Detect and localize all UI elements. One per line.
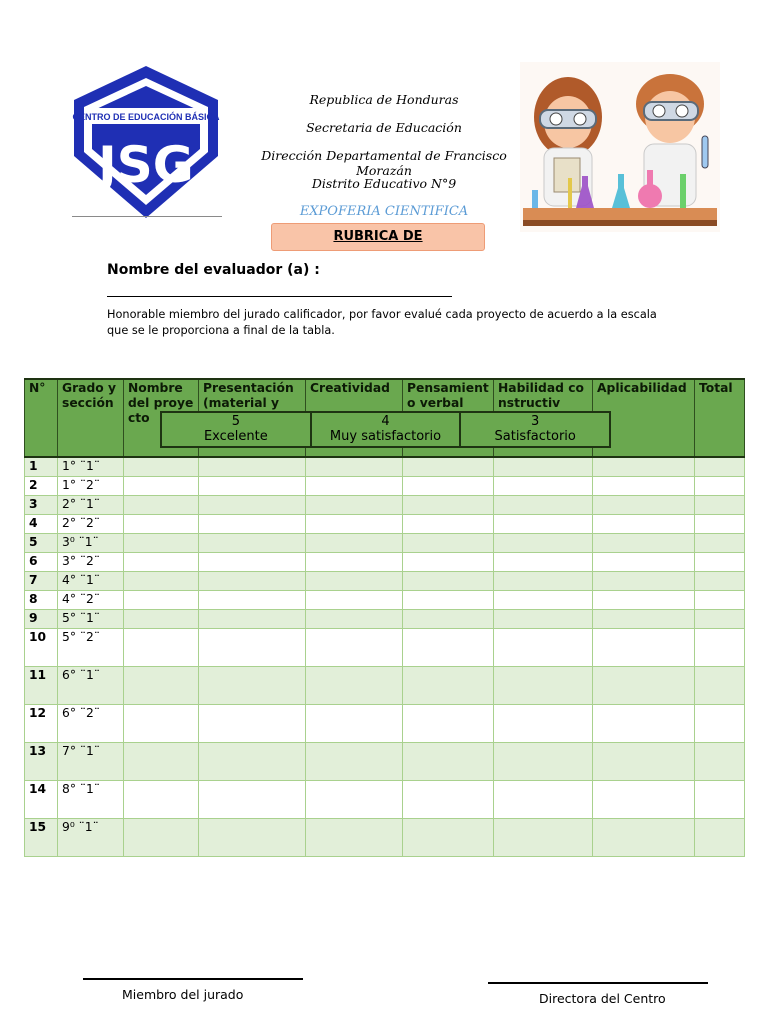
column-header: Grado y sección (58, 379, 124, 457)
ministry-line: Secretaria de Educación (306, 120, 462, 135)
column-header: N° (25, 379, 58, 457)
score-cell[interactable] (593, 495, 695, 514)
score-cell[interactable] (695, 609, 745, 628)
score-cell[interactable] (494, 571, 593, 590)
score-cell[interactable] (494, 818, 593, 856)
grade-section: 4° ¨2¨ (58, 590, 124, 609)
row-number: 9 (25, 609, 58, 628)
score-cell[interactable] (695, 628, 745, 666)
score-cell[interactable] (494, 666, 593, 704)
score-cell[interactable] (306, 514, 403, 533)
score-cell[interactable] (695, 818, 745, 856)
score-cell[interactable] (306, 590, 403, 609)
table-row (25, 457, 745, 476)
score-cell[interactable] (306, 666, 403, 704)
score-cell[interactable] (199, 533, 306, 552)
score-cell[interactable] (593, 780, 695, 818)
score-cell[interactable] (403, 704, 494, 742)
grade-section: 1° ¨1¨ (58, 457, 124, 476)
score-cell[interactable] (494, 476, 593, 495)
scale-legend (160, 411, 611, 448)
grade-section: 2° ¨1¨ (58, 495, 124, 514)
score-cell[interactable] (593, 571, 695, 590)
scale-label: Excelente (203, 429, 268, 444)
table-row (25, 590, 745, 609)
score-cell[interactable] (494, 514, 593, 533)
table-row (25, 780, 745, 818)
table-row (25, 476, 745, 495)
score-cell[interactable] (494, 552, 593, 571)
district-line: Distrito Educativo N°9 (311, 176, 457, 191)
score-cell[interactable] (593, 704, 695, 742)
score-cell[interactable] (403, 571, 494, 590)
score-cell[interactable] (199, 818, 306, 856)
score-cell[interactable] (494, 590, 593, 609)
grade-section: 6° ¨1¨ (58, 666, 124, 704)
score-cell[interactable] (593, 666, 695, 704)
grade-section: 7° ¨1¨ (58, 742, 124, 780)
jury-signature-label: Miembro del jurado (122, 987, 244, 1002)
score-cell[interactable] (306, 533, 403, 552)
grade-section: 6° ¨2¨ (58, 704, 124, 742)
scale-item (162, 413, 310, 446)
score-cell[interactable] (494, 457, 593, 476)
score-cell[interactable] (124, 457, 199, 476)
score-cell[interactable] (403, 609, 494, 628)
score-cell[interactable] (695, 780, 745, 818)
score-cell[interactable] (593, 476, 695, 495)
score-cell[interactable] (593, 590, 695, 609)
table-row (25, 742, 745, 780)
event-title: EXPOFERIA CIENTIFICA (299, 204, 469, 219)
grade-section: 9⁰ ¨1¨ (58, 818, 124, 856)
score-cell[interactable] (306, 609, 403, 628)
table-row (25, 571, 745, 590)
score-cell[interactable] (593, 552, 695, 571)
table-row (25, 628, 745, 666)
score-cell[interactable] (593, 609, 695, 628)
score-cell[interactable] (593, 533, 695, 552)
score-cell[interactable] (695, 704, 745, 742)
score-cell[interactable] (403, 476, 494, 495)
row-number: 14 (25, 780, 58, 818)
score-cell[interactable] (124, 666, 199, 704)
table-row (25, 609, 745, 628)
score-cell[interactable] (695, 552, 745, 571)
table-body (25, 457, 745, 856)
row-number: 7 (25, 571, 58, 590)
score-cell[interactable] (403, 628, 494, 666)
country-line: Republica de Honduras (309, 92, 459, 107)
score-cell[interactable] (403, 514, 494, 533)
grade-section: 4° ¨1¨ (58, 571, 124, 590)
scale-label: Satisfactorio (494, 429, 576, 444)
row-number: 3 (25, 495, 58, 514)
grade-section: 8° ¨1¨ (58, 780, 124, 818)
score-cell[interactable] (306, 552, 403, 571)
instructions-text: Honorable miembro del jurado calificador, por favor evalué cada proyecto de acuerdo a la escala que se le proporciona a final de la tabla. (107, 308, 657, 337)
row-number: 8 (25, 590, 58, 609)
score-cell[interactable] (306, 476, 403, 495)
score-cell[interactable] (199, 666, 306, 704)
score-cell[interactable] (494, 609, 593, 628)
table-row (25, 704, 745, 742)
score-cell[interactable] (199, 476, 306, 495)
scientists-illustration (520, 62, 720, 232)
score-cell[interactable] (695, 571, 745, 590)
grade-section: 5° ¨2¨ (58, 628, 124, 666)
score-cell[interactable] (695, 742, 745, 780)
score-cell[interactable] (494, 780, 593, 818)
scale-value: 4 (381, 414, 390, 429)
score-cell[interactable] (403, 552, 494, 571)
table-row (25, 552, 745, 571)
scale-label: Muy satisfactorio (329, 429, 442, 444)
score-cell[interactable] (403, 780, 494, 818)
row-number: 5 (25, 533, 58, 552)
score-cell[interactable] (306, 495, 403, 514)
score-cell[interactable] (593, 514, 695, 533)
score-cell[interactable] (403, 818, 494, 856)
grade-section: 1° ¨2¨ (58, 476, 124, 495)
logo-underline (72, 216, 222, 217)
logo-ribbon-text: CENTRO DE EDUCACIÓN BÁSICA (72, 112, 220, 122)
column-header: Total (695, 379, 745, 457)
score-cell[interactable] (494, 628, 593, 666)
score-cell[interactable] (199, 704, 306, 742)
row-number: 10 (25, 628, 58, 666)
row-number: 12 (25, 704, 58, 742)
score-cell[interactable] (124, 495, 199, 514)
score-cell[interactable] (306, 742, 403, 780)
score-cell[interactable] (695, 590, 745, 609)
row-number: 15 (25, 818, 58, 856)
score-cell[interactable] (494, 495, 593, 514)
score-cell[interactable] (124, 818, 199, 856)
score-cell[interactable] (494, 533, 593, 552)
score-cell[interactable] (199, 742, 306, 780)
scale-value: 3 (531, 414, 540, 429)
score-cell[interactable] (593, 818, 695, 856)
score-cell[interactable] (695, 514, 745, 533)
grade-section: 3° ¨2¨ (58, 552, 124, 571)
director-signature-line[interactable] (488, 982, 708, 984)
column-header: Creatividad (306, 379, 403, 457)
score-cell[interactable] (403, 533, 494, 552)
logo-letters: JSG (98, 136, 194, 194)
score-cell[interactable] (199, 628, 306, 666)
score-cell[interactable] (593, 457, 695, 476)
column-header: Presentación (material y (199, 379, 306, 457)
score-cell[interactable] (695, 495, 745, 514)
grade-section: 3⁰ ¨1¨ (58, 533, 124, 552)
row-number: 13 (25, 742, 58, 780)
row-number: 6 (25, 552, 58, 571)
table-row (25, 818, 745, 856)
score-cell[interactable] (124, 514, 199, 533)
scale-item (310, 413, 460, 446)
rubric-title: RUBRICA DE (271, 223, 485, 251)
score-cell[interactable] (403, 590, 494, 609)
score-cell[interactable] (593, 628, 695, 666)
score-cell[interactable] (199, 514, 306, 533)
score-cell[interactable] (695, 533, 745, 552)
jury-signature-line[interactable] (83, 978, 303, 980)
row-number: 11 (25, 666, 58, 704)
evaluator-name-line[interactable] (107, 296, 452, 297)
score-cell[interactable] (124, 571, 199, 590)
score-cell[interactable] (403, 495, 494, 514)
grade-section: 2° ¨2¨ (58, 514, 124, 533)
score-cell[interactable] (124, 609, 199, 628)
school-logo (66, 64, 226, 224)
score-cell[interactable] (199, 571, 306, 590)
director-signature-label: Directora del Centro (539, 991, 666, 1006)
column-header: Pensamiento verbal (403, 379, 494, 457)
evaluator-label: Nombre del evaluador (a) : (107, 262, 320, 278)
score-cell[interactable] (199, 552, 306, 571)
score-cell[interactable] (403, 666, 494, 704)
score-cell[interactable] (306, 457, 403, 476)
row-number: 2 (25, 476, 58, 495)
score-cell[interactable] (124, 628, 199, 666)
score-cell[interactable] (403, 457, 494, 476)
score-cell[interactable] (695, 666, 745, 704)
score-cell[interactable] (494, 704, 593, 742)
score-cell[interactable] (124, 704, 199, 742)
scale-value: 5 (231, 414, 240, 429)
column-header: Nombre del proyecto (124, 379, 199, 457)
score-cell[interactable] (199, 590, 306, 609)
score-cell[interactable] (199, 495, 306, 514)
table-row (25, 533, 745, 552)
column-header: Habilidad constructiv (494, 379, 593, 457)
department-line: Dirección Departamental de Francisco Morazán (261, 148, 507, 178)
score-cell[interactable] (593, 742, 695, 780)
score-cell[interactable] (124, 742, 199, 780)
score-cell[interactable] (124, 552, 199, 571)
score-cell[interactable] (124, 780, 199, 818)
score-cell[interactable] (124, 590, 199, 609)
score-cell[interactable] (695, 476, 745, 495)
score-cell[interactable] (306, 628, 403, 666)
score-cell[interactable] (695, 457, 745, 476)
score-cell[interactable] (199, 457, 306, 476)
scale-item (459, 413, 609, 446)
score-cell[interactable] (124, 476, 199, 495)
row-number: 4 (25, 514, 58, 533)
table-row (25, 666, 745, 704)
score-cell[interactable] (306, 704, 403, 742)
table-row (25, 514, 745, 533)
score-cell[interactable] (306, 571, 403, 590)
score-cell[interactable] (306, 818, 403, 856)
table-row (25, 495, 745, 514)
rubric-table (24, 378, 744, 857)
score-cell[interactable] (306, 780, 403, 818)
score-cell[interactable] (403, 742, 494, 780)
score-cell[interactable] (199, 609, 306, 628)
score-cell[interactable] (494, 742, 593, 780)
score-cell[interactable] (124, 533, 199, 552)
column-header: Aplicabilidad (593, 379, 695, 457)
score-cell[interactable] (199, 780, 306, 818)
grade-section: 5° ¨1¨ (58, 609, 124, 628)
row-number: 1 (25, 457, 58, 476)
